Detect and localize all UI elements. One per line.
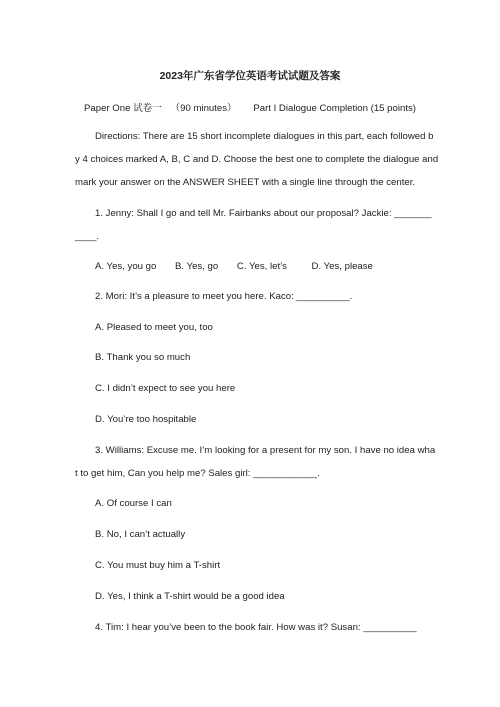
paper-label: Paper One 试卷一: [84, 103, 162, 114]
question-2-option-d: D. You’re too hospitable: [95, 414, 197, 425]
question-1-stem: 1. Jenny: Shall I go and tell Mr. Fairbanks about our proposal? Jackie: _______: [95, 208, 432, 219]
question-3-option-c: C. You must buy him a T-shirt: [95, 560, 221, 571]
part-label: Part I Dialogue Completion (15 points): [253, 103, 416, 114]
question-1-stem-continued: ____.: [75, 231, 100, 242]
question-3-option-b: B. No, I can’t actually: [95, 529, 186, 540]
question-1-options: [95, 261, 424, 273]
option-d: D. Yes, please: [311, 261, 373, 272]
document-title: 2023年广东省学位英语考试试题及答案: [159, 70, 341, 82]
question-2-stem: 2. Mori: It’s a pleasure to meet you here. Kaco: __________.: [95, 291, 353, 302]
option-b: B. Yes, go: [175, 261, 219, 272]
directions-line: y 4 choices marked A, B, C and D. Choose the best one to complete the dialogue and: [75, 154, 439, 165]
section-header: [0, 100, 500, 114]
question-3-option-d: D. Yes, I think a T-shirt would be a good idea: [95, 591, 285, 602]
duration-label: （90 minutes）: [170, 103, 237, 114]
question-2-option-c: C. I didn’t expect to see you here: [95, 383, 236, 394]
question-4-stem: 4. Tim: I hear you’ve been to the book fair. How was it? Susan: __________: [95, 622, 417, 633]
directions-line: Directions: There are 15 short incomplete dialogues in this part, each followed b: [95, 131, 434, 142]
option-a: A. Yes, you go: [95, 261, 157, 272]
question-3-stem-continued: t to get him, Can you help me? Sales girl: ____________.: [75, 468, 320, 479]
question-3-option-a: A. Of course I can: [95, 498, 172, 509]
question-3-stem: 3. Williams: Excuse me. I’m looking for a present for my son. I have no idea wha: [95, 445, 436, 456]
option-c: C. Yes, let’s: [236, 261, 287, 272]
question-2-option-a: A. Pleased to meet you, too: [95, 322, 213, 333]
question-2-option-b: B. Thank you so much: [95, 352, 191, 363]
directions-line: mark your answer on the ANSWER SHEET with a single line through the center.: [75, 177, 416, 188]
